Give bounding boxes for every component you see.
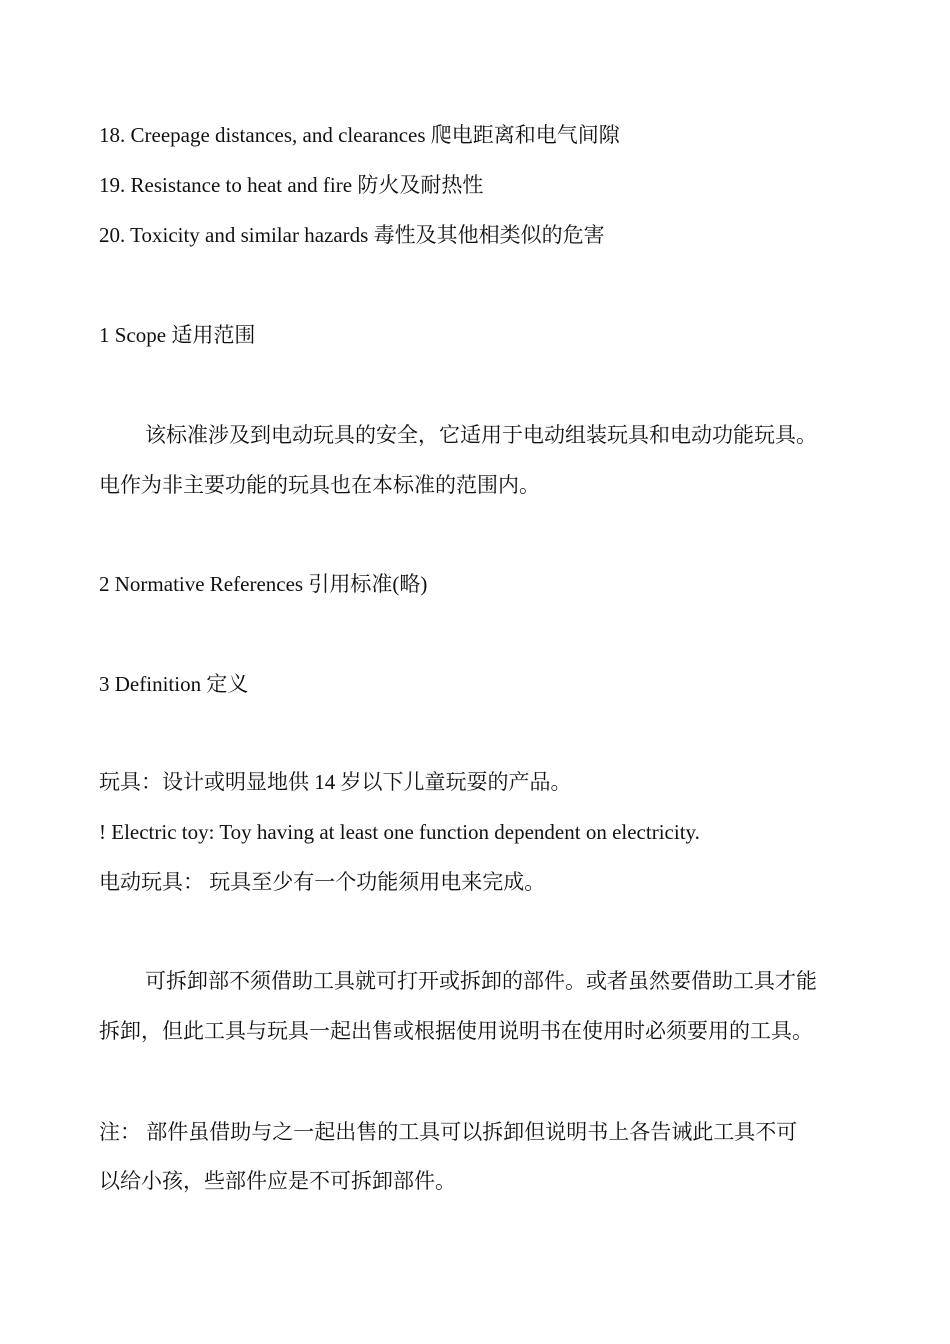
toc-item-18: 18. Creepage distances, and clearances 爬电距离和电气间隙 [99,123,620,147]
detachable-part-line-1: 可拆卸部不须借助工具就可打开或拆卸的部件。或者虽然要借助工具才能 [145,969,817,993]
scope-paragraph-line-1: 该标准涉及到电动玩具的安全，它适用于电动组装玩具和电动功能玩具。 [145,423,817,447]
scope-paragraph-line-2: 电作为非主要功能的玩具也在本标准的范围内。 [99,473,540,497]
toc-item-20: 20. Toxicity and similar hazards 毒性及其他相类似的危害 [99,223,605,247]
scope-heading: 1 Scope 适用范围 [99,323,256,347]
note-line-2: 以给小孩，些部件应是不可拆卸部件。 [99,1169,456,1193]
electric-toy-definition-cn: 电动玩具： 玩具至少有一个功能须用电来完成。 [99,870,546,894]
toy-definition: 玩具：设计或明显地供 14 岁以下儿童玩耍的产品。 [99,770,572,794]
normative-references-heading: 2 Normative References 引用标准(略) [99,572,428,596]
note-line-1: 注： 部件虽借助与之一起出售的工具可以拆卸但说明书上各告诫此工具不可 [99,1120,798,1144]
definition-heading: 3 Definition 定义 [99,672,249,696]
electric-toy-definition-en: ! Electric toy: Toy having at least one function dependent on electricity. [99,820,700,844]
toc-item-19: 19. Resistance to heat and fire 防火及耐热性 [99,173,484,197]
detachable-part-line-2: 拆卸，但此工具与玩具一起出售或根据使用说明书在使用时必须要用的工具。 [99,1019,813,1043]
